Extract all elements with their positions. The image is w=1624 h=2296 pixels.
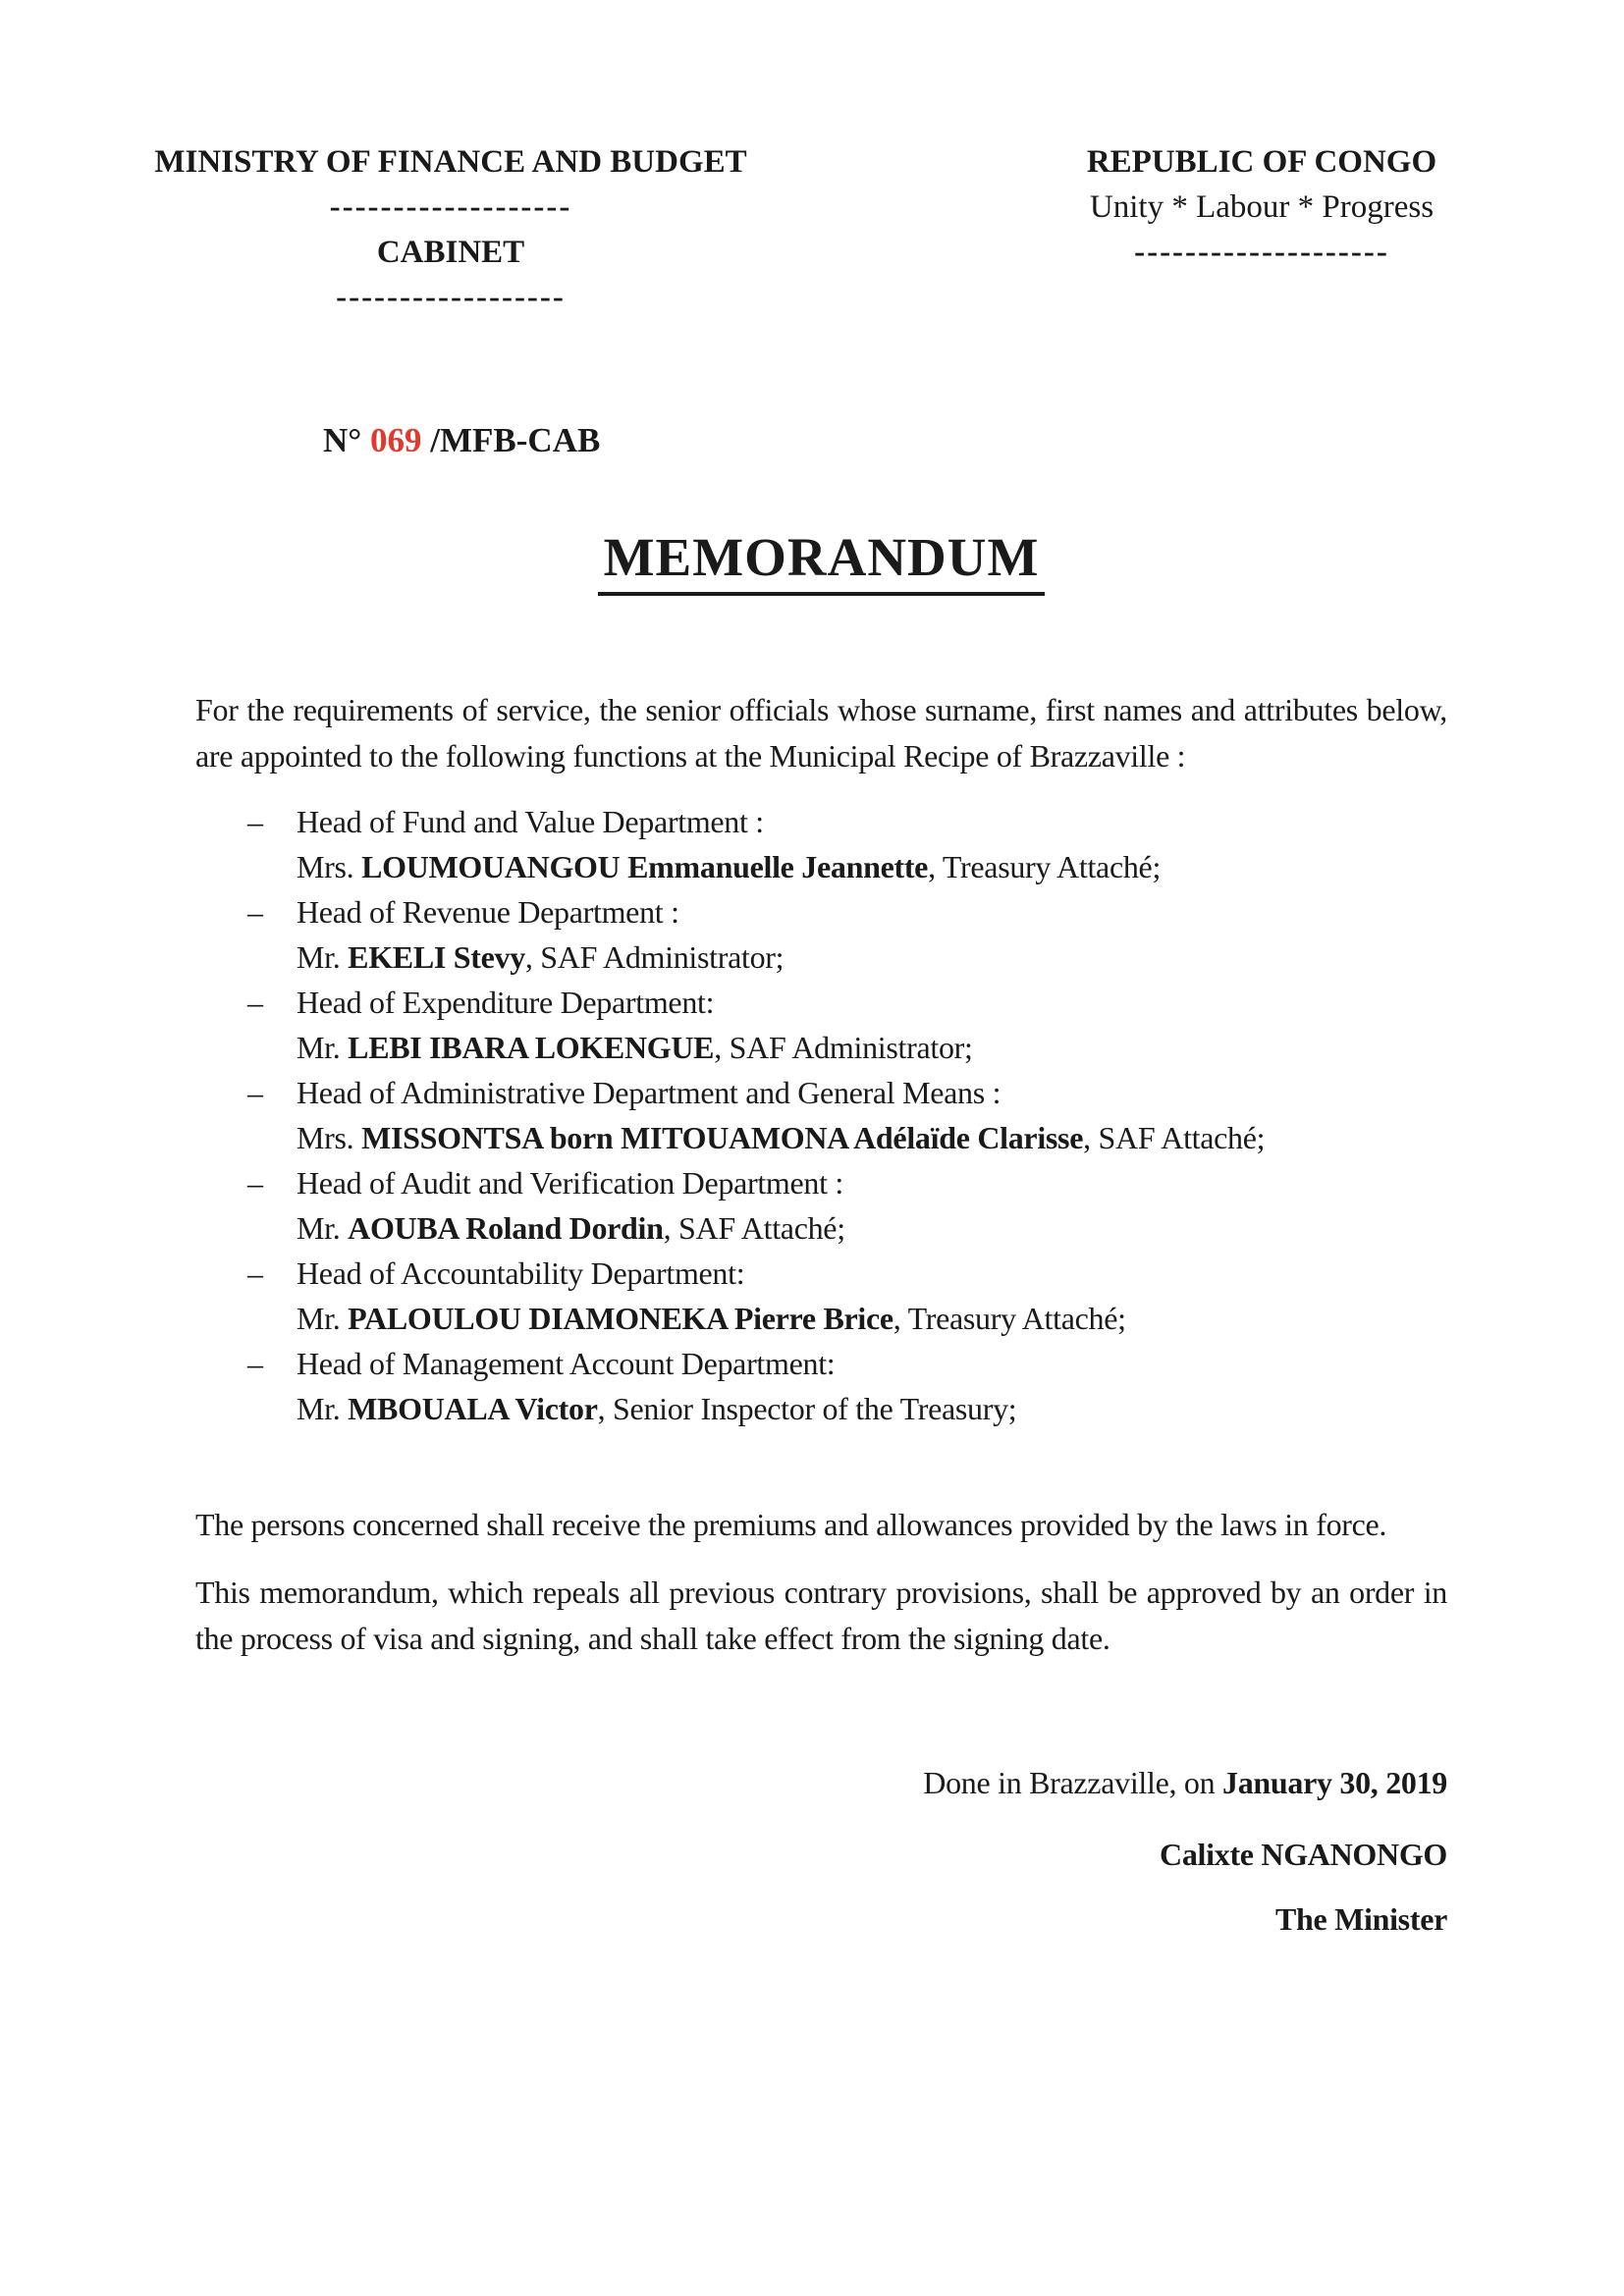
dash-bullet: – (247, 1165, 263, 1201)
appointment-item (195, 1070, 1447, 1160)
header-divider: ------------------ (336, 280, 566, 315)
appointment-person (297, 934, 1447, 980)
appointment-item (195, 1341, 1447, 1431)
dash-bullet: – (247, 894, 263, 930)
dash-bullet: – (247, 985, 263, 1020)
person-grade: , SAF Administrator; (714, 1030, 973, 1065)
person-civility: Mr. (297, 1391, 349, 1426)
cabinet-label: CABINET (376, 235, 525, 270)
appointment-item (195, 1251, 1447, 1341)
person-civility: Mrs. (297, 849, 362, 884)
approval-paragraph: This memorandum, which repeals all previous contrary provisions, shall be approved by an order in the process of visa and signing, and shall take effect from the signing date. (195, 1575, 1447, 1656)
appointment-function: Head of Revenue Department : (297, 894, 679, 930)
signature-date-line (195, 1760, 1447, 1806)
signer-title: The Minister (1274, 1901, 1447, 1937)
appointment-function: Head of Management Account Department: (297, 1346, 836, 1381)
appointment-function: Head of Audit and Verification Department : (297, 1165, 844, 1201)
person-grade: , SAF Attaché; (663, 1210, 845, 1246)
header-divider: ------------------- (329, 189, 572, 225)
appointment-function: Head of Expenditure Department: (297, 985, 715, 1020)
person-civility: Mrs. (297, 1120, 362, 1155)
person-grade: , Treasury Attaché; (893, 1301, 1126, 1336)
intro-paragraph: For the requirements of service, the senior officials whose surname, first names and attributes below, are appointed to the following functions at the Municipal Recipe of Brazzaville : (195, 692, 1447, 774)
reference-number: 069 (370, 421, 422, 459)
national-motto: Unity * Labour * Progress (1089, 189, 1435, 225)
document-body (195, 687, 1447, 1943)
person-civility: Mr. (297, 1030, 349, 1065)
premiums-paragraph: The persons concerned shall receive the premiums and allowances provided by the laws in force. (195, 1507, 1387, 1542)
person-name: LEBI IBARA LOKENGUE (348, 1030, 715, 1065)
appointment-person (297, 844, 1447, 889)
reference-line (289, 373, 600, 508)
header-divider: -------------------- (1134, 235, 1389, 270)
appointment-person (297, 1296, 1447, 1341)
signature-date: January 30, 2019 (1222, 1765, 1447, 1800)
dash-bullet: – (247, 1075, 263, 1110)
person-grade: , Treasury Attaché; (928, 849, 1162, 884)
person-name: MISSONTSA born MITOUAMONA Adélaïde Clarisse (361, 1120, 1084, 1155)
header-left-block (126, 139, 776, 320)
appointment-item (195, 1160, 1447, 1251)
title-row (195, 526, 1447, 596)
appointment-item (195, 799, 1447, 889)
dash-bullet: – (247, 1346, 263, 1381)
person-name: AOUBA Roland Dordin (348, 1210, 664, 1246)
signer-name: Calixte NGANONGO (1160, 1837, 1447, 1872)
date-prefix: Done in Brazzaville, on (923, 1765, 1222, 1800)
appointment-function: Head of Fund and Value Department : (297, 804, 764, 839)
person-name: LOUMOUANGOU Emmanuelle Jeannette (361, 849, 929, 884)
person-civility: Mr. (297, 1301, 349, 1336)
document-title: MEMORANDUM (598, 526, 1046, 596)
header-right-block (1078, 139, 1445, 275)
appointment-person (297, 1025, 1447, 1070)
person-grade: , SAF Administrator; (524, 939, 785, 975)
appointment-function: Head of Accountability Department: (297, 1255, 745, 1291)
ministry-name: MINISTRY OF FINANCE AND BUDGET (154, 144, 747, 180)
reference-prefix: N° (323, 421, 371, 459)
person-civility: Mr. (297, 1210, 349, 1246)
person-grade: , Senior Inspector of the Treasury; (597, 1391, 1017, 1426)
appointments-list (195, 799, 1447, 1431)
republic-name: REPUBLIC OF CONGO (1086, 144, 1437, 180)
appointment-person (297, 1115, 1447, 1160)
person-grade: , SAF Attaché; (1083, 1120, 1266, 1155)
dash-bullet: – (247, 1255, 263, 1291)
appointment-item (195, 980, 1447, 1070)
appointment-person (297, 1386, 1447, 1431)
person-name: PALOULOU DIAMONEKA Pierre Brice (348, 1301, 893, 1336)
appointment-person (297, 1205, 1447, 1251)
person-civility: Mr. (297, 939, 349, 975)
dash-bullet: – (247, 804, 263, 839)
appointment-function: Head of Administrative Department and General Means : (297, 1075, 1001, 1110)
person-name: MBOUALA Victor (348, 1391, 598, 1426)
appointment-item (195, 889, 1447, 980)
person-name: EKELI Stevy (348, 939, 525, 975)
reference-suffix: /MFB-CAB (421, 421, 601, 459)
